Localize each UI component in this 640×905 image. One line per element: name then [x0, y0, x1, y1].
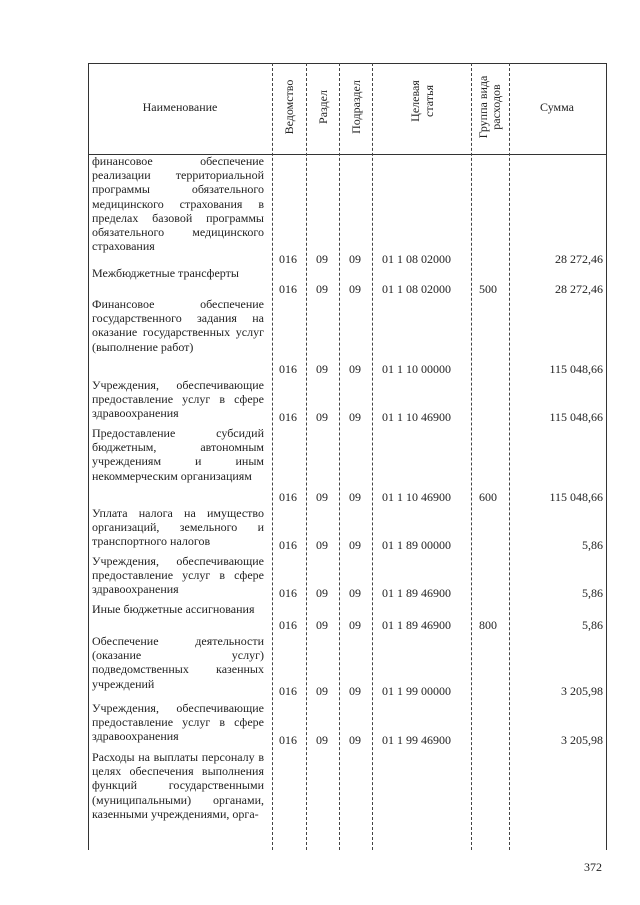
table-row-name: Обеспечение деятельности (оказание услуг) подведомственных казенных учреждений: [92, 634, 264, 691]
col-border-left: [88, 63, 89, 850]
table-cell-sum: 115 048,66: [549, 362, 603, 376]
table-cell-ved: 016: [279, 618, 297, 632]
table-cell-target: 01 1 89 46900: [382, 586, 451, 600]
col-border-group: [471, 63, 472, 850]
table-cell-ved: 016: [279, 490, 297, 504]
header-target-line1: Целевая: [408, 80, 422, 122]
header-group-line2: расходов: [489, 84, 503, 130]
page-number: 372: [584, 860, 602, 874]
table-cell-sum: 5,86: [582, 618, 603, 632]
table-cell-podrazdel: 09: [349, 410, 361, 424]
table-row-name: Расходы на выплаты персоналу в целях обеспечения выполнения функций государственными (муниципальными) органами, казенными учреждениями, орга-: [92, 750, 264, 821]
table-cell-ved: 016: [279, 733, 297, 747]
table-cell-sum: 115 048,66: [549, 490, 603, 504]
table-top-border: [88, 63, 606, 64]
header-razdel: Раздел: [316, 90, 330, 124]
col-border-target: [372, 63, 373, 850]
table-cell-razdel: 09: [316, 586, 328, 600]
table-cell-sum: 28 272,46: [555, 282, 603, 296]
table-cell-target: 01 1 99 00000: [382, 684, 451, 698]
header-sum: Сумма: [540, 100, 574, 114]
table-cell-target: 01 1 89 00000: [382, 538, 451, 552]
col-border-right: [606, 63, 607, 850]
table-cell-sum: 3 205,98: [561, 684, 603, 698]
table-cell-podrazdel: 09: [349, 252, 361, 266]
header-podrazdel: Подраздел: [349, 80, 363, 134]
table-row-name: финансовое обеспечение реализации территориальной программы обязательного медицинского страхования в пределах базовой программы обязательного медицинского страхования: [92, 154, 264, 254]
table-cell-podrazdel: 09: [349, 282, 361, 296]
table-cell-podrazdel: 09: [349, 490, 361, 504]
table-cell-razdel: 09: [316, 618, 328, 632]
col-border-razdel: [306, 63, 307, 850]
header-group-line1: Группа вида: [476, 75, 490, 139]
col-border-podrazdel: [339, 63, 340, 850]
table-row-name: Межбюджетные трансферты: [92, 266, 239, 280]
table-cell-razdel: 09: [316, 538, 328, 552]
table-cell-target: 01 1 10 46900: [382, 410, 451, 424]
table-cell-podrazdel: 09: [349, 684, 361, 698]
table-row-name: Учреждения, обеспечивающие предоставление услуг в сфере здравоохранения: [92, 701, 264, 744]
table-cell-group: 600: [479, 490, 497, 504]
table-cell-group: 500: [479, 282, 497, 296]
table-cell-podrazdel: 09: [349, 538, 361, 552]
table-cell-ved: 016: [279, 252, 297, 266]
table-row-name: Предоставление субсидий бюджетным, автономным учреждениям и иным некоммерческим организациям: [92, 426, 264, 483]
table-cell-razdel: 09: [316, 684, 328, 698]
table-cell-podrazdel: 09: [349, 362, 361, 376]
table-cell-sum: 28 272,46: [555, 252, 603, 266]
table-cell-podrazdel: 09: [349, 733, 361, 747]
table-cell-sum: 3 205,98: [561, 733, 603, 747]
table-cell-target: 01 1 08 02000: [382, 252, 451, 266]
table-row-name: Иные бюджетные ассигнования: [92, 602, 255, 616]
table-cell-target: 01 1 99 46900: [382, 733, 451, 747]
table-cell-target: 01 1 89 46900: [382, 618, 451, 632]
table-cell-ved: 016: [279, 410, 297, 424]
table-cell-ved: 016: [279, 538, 297, 552]
table-cell-ved: 016: [279, 684, 297, 698]
table-cell-ved: 016: [279, 362, 297, 376]
col-border-ved: [272, 63, 273, 850]
table-cell-ved: 016: [279, 586, 297, 600]
table-cell-sum: 5,86: [582, 586, 603, 600]
table-cell-razdel: 09: [316, 490, 328, 504]
table-cell-razdel: 09: [316, 362, 328, 376]
header-vedomstvo: Ведомство: [282, 79, 296, 135]
table-row-name: Финансовое обеспечение государственного задания на оказание государственных услуг (выполнение работ): [92, 297, 264, 354]
table-cell-podrazdel: 09: [349, 618, 361, 632]
table-cell-razdel: 09: [316, 410, 328, 424]
table-cell-ved: 016: [279, 282, 297, 296]
table-cell-group: 800: [479, 618, 497, 632]
table-cell-razdel: 09: [316, 282, 328, 296]
table-cell-target: 01 1 10 00000: [382, 362, 451, 376]
header-name: Наименование: [142, 100, 218, 114]
table-cell-target: 01 1 08 02000: [382, 282, 451, 296]
table-cell-target: 01 1 10 46900: [382, 490, 451, 504]
table-cell-podrazdel: 09: [349, 586, 361, 600]
table-cell-sum: 115 048,66: [549, 410, 603, 424]
table-cell-razdel: 09: [316, 733, 328, 747]
table-row-name: Учреждения, обеспечивающие предоставление услуг в сфере здравоохранения: [92, 378, 264, 421]
header-target-line2: статья: [422, 85, 436, 117]
col-border-sum: [509, 63, 510, 850]
table-row-name: Уплата налога на имущество организаций, земельного и транспортного налогов: [92, 506, 264, 549]
table-row-name: Учреждения, обеспечивающие предоставление услуг в сфере здравоохранения: [92, 554, 264, 597]
table-cell-sum: 5,86: [582, 538, 603, 552]
table-cell-razdel: 09: [316, 252, 328, 266]
